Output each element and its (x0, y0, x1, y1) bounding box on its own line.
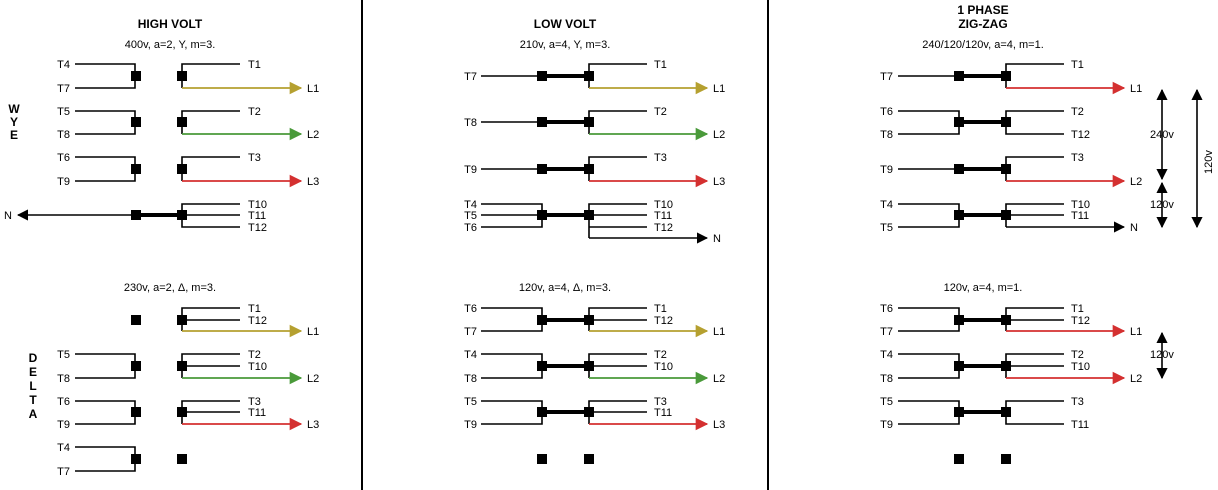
voltage-label: 120v (1150, 199, 1174, 211)
terminal-label: T7 (880, 326, 893, 338)
terminal-label: T4 (880, 349, 893, 361)
neutral-label: N (4, 210, 12, 222)
terminal-label: T8 (464, 373, 477, 385)
line-label: L1 (713, 83, 726, 95)
line-label: L2 (307, 129, 320, 141)
terminal-label: T4 (57, 442, 70, 454)
terminal-label: T1 (654, 303, 667, 315)
terminal-label: T12 (654, 222, 673, 234)
terminal-label: T3 (248, 396, 261, 408)
terminal-label: T11 (248, 210, 267, 222)
terminal-label: T3 (654, 152, 667, 164)
terminal-label: T1 (1071, 303, 1084, 315)
terminal-label: T6 (880, 303, 893, 315)
low-volt-title: LOW VOLT (533, 17, 597, 31)
terminal-label: T10 (248, 361, 267, 373)
terminal-label: T1 (654, 59, 667, 71)
terminal-label: T11 (1071, 210, 1090, 222)
terminal-label: T1 (1071, 59, 1084, 71)
zig-zag-wye-config: 240/120/120v, a=4, m=1. (922, 39, 1044, 51)
terminal-label: T12 (654, 315, 673, 327)
terminal-label: T7 (880, 71, 893, 83)
terminal-label: T9 (464, 164, 477, 176)
line-label: L2 (307, 373, 320, 385)
terminal-label: T7 (57, 466, 70, 478)
wye-side-label: W (8, 102, 20, 116)
svg-text:E: E (9, 128, 19, 142)
svg-text:Y: Y (9, 115, 19, 129)
terminal-label: T2 (248, 349, 261, 361)
terminal-label: T9 (880, 419, 893, 431)
line-label: L2 (1130, 373, 1143, 385)
terminal-label: T4 (464, 349, 477, 361)
line-label: L2 (713, 129, 726, 141)
zig-zag-title-line2: ZIG-ZAG (958, 17, 1008, 31)
line-label: L3 (713, 419, 726, 431)
line-label: L1 (1130, 83, 1143, 95)
neutral-label: N (713, 233, 721, 245)
terminal-label: T3 (248, 152, 261, 164)
terminal-label: T6 (880, 106, 893, 118)
line-label: L1 (713, 326, 726, 338)
terminal-label: T9 (464, 419, 477, 431)
terminal-label: T12 (248, 315, 267, 327)
terminal-label: T10 (654, 199, 673, 211)
terminal-label: T3 (1071, 152, 1084, 164)
terminal-label: T6 (464, 222, 477, 234)
terminal-label: T2 (1071, 106, 1084, 118)
terminal-label: T11 (654, 210, 673, 222)
svg-text:A: A (28, 407, 38, 421)
terminal-label: T2 (248, 106, 261, 118)
terminal-label: T8 (880, 129, 893, 141)
terminal-label: T12 (1071, 129, 1090, 141)
terminal-label: T8 (880, 373, 893, 385)
terminal-label: T9 (57, 419, 70, 431)
terminal-label: T4 (464, 199, 477, 211)
terminal-label: T5 (880, 222, 893, 234)
terminal-label: T5 (464, 396, 477, 408)
terminal-label: T5 (880, 396, 893, 408)
terminal-label: T7 (57, 83, 70, 95)
terminal-label: T11 (248, 407, 267, 419)
terminal-label: T12 (1071, 315, 1090, 327)
voltage-label: 240v (1150, 129, 1174, 141)
terminal-label: T10 (248, 199, 267, 211)
terminal-label: T5 (464, 210, 477, 222)
zig-zag-panel (880, 3, 1215, 464)
terminal-label: T3 (654, 396, 667, 408)
terminal-label: T2 (654, 106, 667, 118)
zig-zag-delta-config: 120v, a=4, m=1. (943, 282, 1023, 294)
high-volt-panel (4, 17, 319, 478)
terminal-label: T8 (464, 117, 477, 129)
line-label: L3 (307, 176, 320, 188)
terminal-label: T5 (57, 106, 70, 118)
terminal-label: T9 (57, 176, 70, 188)
delta-side-label: D (28, 351, 38, 365)
svg-text:E: E (28, 365, 38, 379)
terminal-label: T2 (654, 349, 667, 361)
terminal-label: T4 (57, 59, 70, 71)
terminal-label: T6 (57, 152, 70, 164)
terminal-label: T5 (57, 349, 70, 361)
terminal-label: T8 (57, 373, 70, 385)
terminal-label: T10 (1071, 199, 1090, 211)
line-label: L2 (713, 373, 726, 385)
terminal-label: T11 (1071, 419, 1090, 431)
terminal-label: T10 (654, 361, 673, 373)
terminal-label: T1 (248, 303, 261, 315)
svg-text:T: T (29, 393, 37, 407)
line-label: L3 (307, 419, 320, 431)
high-volt-wye-config: 400v, a=2, Y, m=3. (124, 39, 216, 51)
low-volt-panel (464, 17, 725, 464)
terminal-label: T4 (880, 199, 893, 211)
terminal-label: T10 (1071, 361, 1090, 373)
line-label: L3 (713, 176, 726, 188)
voltage-label: 120v (1203, 150, 1215, 174)
svg-text:L: L (29, 379, 37, 393)
terminal-label: T3 (1071, 396, 1084, 408)
line-label: L1 (1130, 326, 1143, 338)
terminal-label: T1 (248, 59, 261, 71)
terminal-label: T2 (1071, 349, 1084, 361)
terminal-label: T8 (57, 129, 70, 141)
terminal-label: T11 (654, 407, 673, 419)
terminal-label: T6 (57, 396, 70, 408)
neutral-label: N (1130, 222, 1138, 234)
high-volt-delta-config: 230v, a=2, Δ, m=3. (123, 282, 217, 294)
terminal-label: T6 (464, 303, 477, 315)
low-volt-wye-config: 210v, a=4, Y, m=3. (519, 39, 611, 51)
line-label: L1 (307, 83, 320, 95)
low-volt-delta-config: 120v, a=4, Δ, m=3. (518, 282, 612, 294)
voltage-label: 120v (1150, 349, 1174, 361)
terminal-label: T12 (248, 222, 267, 234)
line-label: L2 (1130, 176, 1143, 188)
zig-zag-title-line1: 1 PHASE (957, 3, 1009, 17)
terminal-label: T7 (464, 326, 477, 338)
terminal-label: T7 (464, 71, 477, 83)
line-label: L1 (307, 326, 320, 338)
high-volt-title: HIGH VOLT (137, 17, 203, 31)
terminal-label: T9 (880, 164, 893, 176)
